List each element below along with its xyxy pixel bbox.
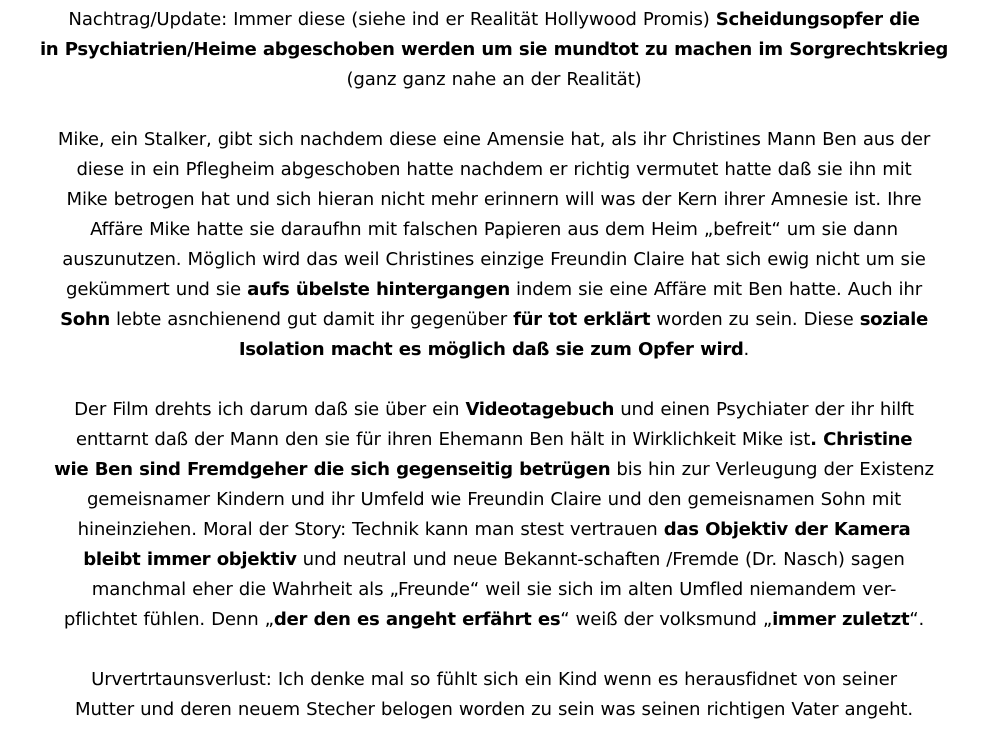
text-line: [0, 695, 988, 725]
bold-text-segment: der den es angeht erfährt es: [273, 609, 561, 630]
text-segment: pflichtet fühlen. Denn „: [63, 609, 274, 630]
text-segment: Affäre Mike hatte sie daraufhn mit falschen Papieren aus dem Heim „befreit“ um sie dann: [90, 219, 898, 240]
bold-text-segment: das Objektiv der Kamera: [663, 519, 911, 540]
text-line: [0, 125, 988, 155]
text-line: [0, 245, 988, 275]
text-segment: manchmal eher die Wahrheit als „Freunde“ weil sie sich im alten Umfled niemandem ver-: [91, 579, 897, 600]
text-segment: .: [743, 339, 750, 360]
text-segment: Der Film drehts ich darum daß sie über ein: [74, 399, 466, 420]
text-segment: gekümmert und sie: [65, 279, 248, 300]
paragraph: [0, 395, 988, 635]
document-page: [0, 5, 988, 725]
text-line: [0, 605, 988, 635]
bold-text-segment: aufs übelste hintergangen: [247, 279, 510, 300]
text-segment: gemeisnamer Kindern und ihr Umfeld wie Freundin Claire und den gemeisnamen Sohn mit: [86, 489, 902, 510]
text-segment: hineinziehen. Moral der Story: Technik kann man stest vertrauen: [77, 519, 664, 540]
text-segment: “ weiß der volksmund „: [560, 609, 773, 630]
text-segment: (ganz ganz nahe an der Realität): [346, 69, 642, 90]
text-segment: und neutral und neue Bekannt-schaften /Fremde (Dr. Nasch) sagen: [296, 549, 905, 570]
text-segment: bis hin zur Verleugung der Existenz: [610, 459, 934, 480]
paragraph: [0, 5, 988, 95]
text-line: [0, 185, 988, 215]
text-line: [0, 155, 988, 185]
bold-text-segment: wie Ben sind Fremdgeher die sich gegenseitig betrügen: [54, 459, 611, 480]
bold-text-segment: in Psychiatrien/Heime abgeschoben werden um sie mundtot zu machen im Sorgrechtskrieg: [39, 39, 949, 60]
text-line: [0, 485, 988, 515]
bold-text-segment: bleibt immer objektiv: [83, 549, 297, 570]
bold-text-segment: Isolation macht es möglich daß sie zum Opfer wird: [238, 339, 744, 360]
text-segment: worden zu sein. Diese: [650, 309, 860, 330]
paragraph: [0, 125, 988, 365]
bold-text-segment: Videotagebuch: [465, 399, 615, 420]
bold-text-segment: für tot erklärt: [513, 309, 651, 330]
text-segment: Urvertrtaunsverlust: Ich denke mal so fühlt sich ein Kind wenn es herausfidnet von seiner: [91, 669, 897, 690]
text-segment: auszunutzen. Möglich wird das weil Christines einzige Freundin Claire hat sich ewig nicht um sie: [62, 249, 926, 270]
text-segment: indem sie eine Affäre mit Ben hatte. Auch ihr: [509, 279, 923, 300]
text-line: [0, 65, 988, 95]
text-line: [0, 425, 988, 455]
text-line: [0, 455, 988, 485]
text-line: [0, 575, 988, 605]
text-segment: Mutter und deren neuem Stecher belogen worden zu sein was seinen richtigen Vater angeht.: [75, 699, 913, 720]
text-segment: Mike, ein Stalker, gibt sich nachdem diese eine Amensie hat, als ihr Christines Mann Ben aus der: [57, 129, 931, 150]
text-segment: Mike betrogen hat und sich hieran nicht mehr erinnern will was der Kern ihrer Amnesie ist. Ihre: [66, 189, 922, 210]
text-segment: diese in ein Pflegheim abgeschoben hatte nachdem er richtig vermutet hatte daß sie ihn mit: [76, 159, 912, 180]
text-segment: lebte asnchienend gut damit ihr gegenüber: [109, 309, 514, 330]
text-line: [0, 275, 988, 305]
paragraph: [0, 665, 988, 725]
text-line: [0, 35, 988, 65]
text-segment: Nachtrag/Update: Immer diese (siehe ind er Realität Hollywood Promis): [68, 9, 716, 30]
bold-text-segment: immer zuletzt: [772, 609, 910, 630]
bold-text-segment: soziale: [859, 309, 928, 330]
text-line: [0, 335, 988, 365]
text-line: [0, 665, 988, 695]
text-line: [0, 545, 988, 575]
text-segment: und einen Psychiater der ihr hilft: [614, 399, 914, 420]
bold-text-segment: Scheidungsopfer die: [715, 9, 920, 30]
bold-text-segment: Sohn: [60, 309, 110, 330]
text-line: [0, 215, 988, 245]
text-segment: “.: [909, 609, 925, 630]
bold-text-segment: . Christine: [810, 429, 913, 450]
text-line: [0, 395, 988, 425]
text-line: [0, 5, 988, 35]
text-segment: enttarnt daß der Mann den sie für ihren Ehemann Ben hält in Wirklichkeit Mike ist: [75, 429, 811, 450]
text-line: [0, 305, 988, 335]
text-line: [0, 515, 988, 545]
